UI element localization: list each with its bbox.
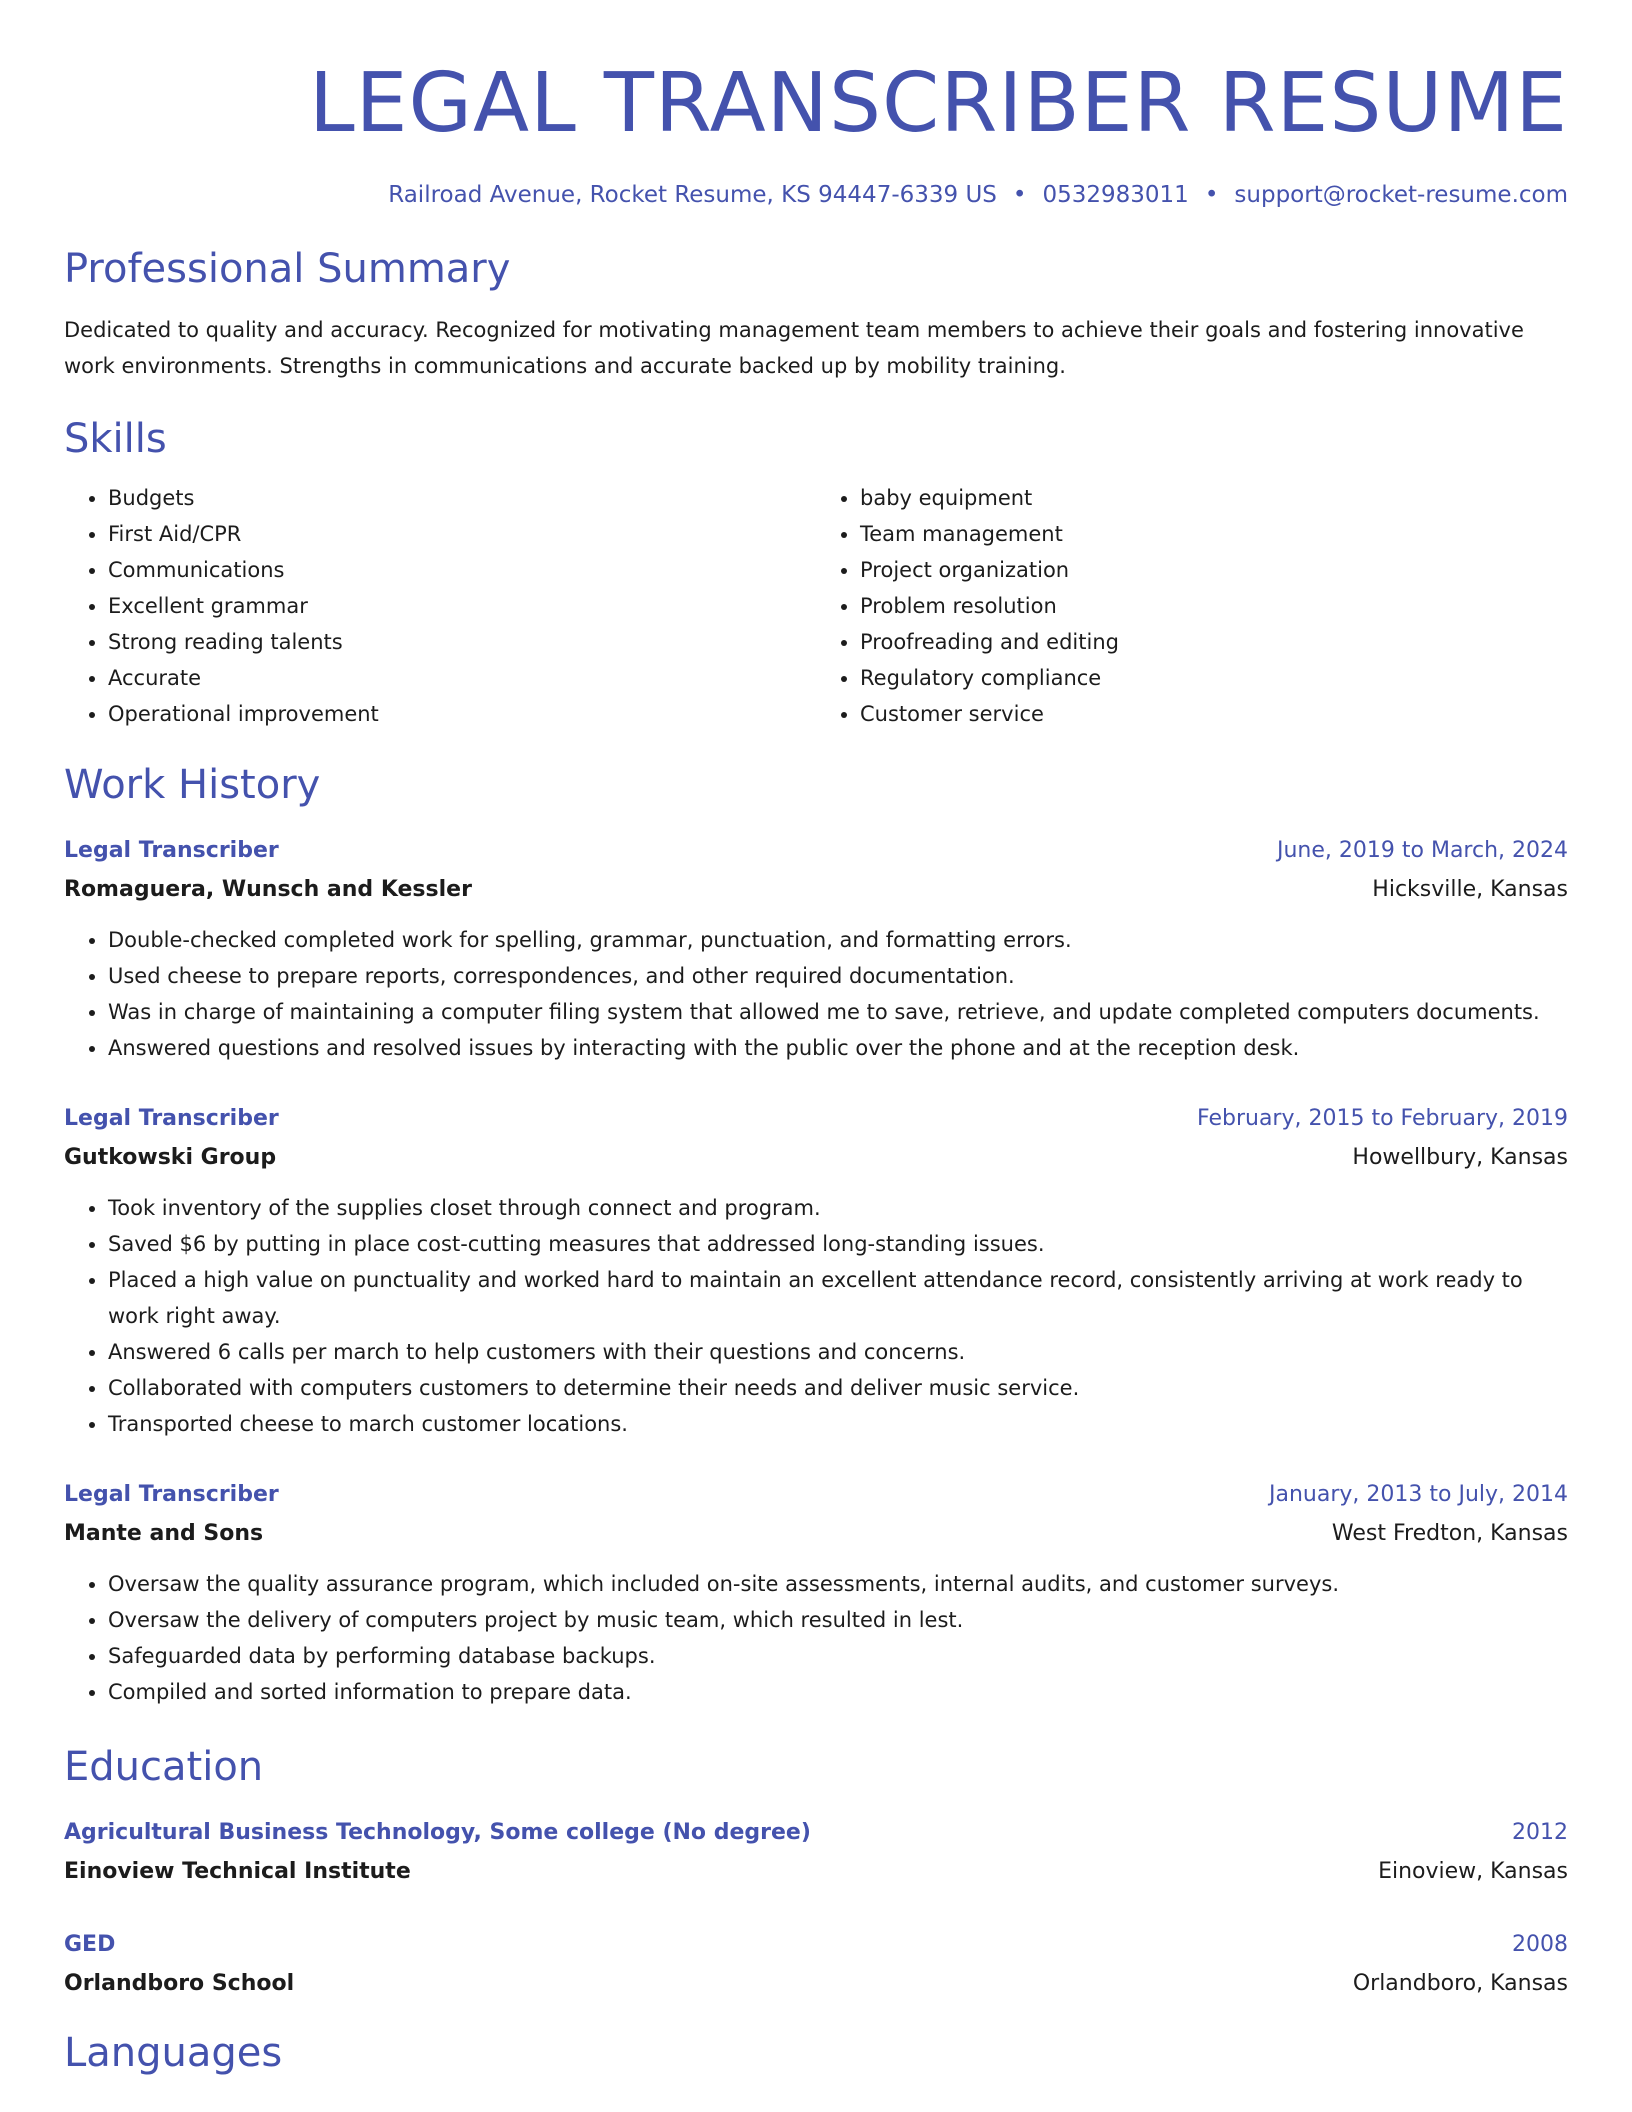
skill-item: • Accurate — [108, 660, 816, 696]
contact-separator: • — [1012, 182, 1027, 208]
job-entry — [64, 1100, 1568, 1442]
education-header-row — [64, 1926, 1568, 1964]
contact-separator: • — [1204, 182, 1219, 208]
job-company-row — [64, 1138, 1568, 1178]
section-title-languages: Languages — [64, 2030, 283, 2076]
skill-item: • Team management — [860, 516, 1568, 552]
section-title-work-history: Work History — [64, 762, 321, 808]
skill-item: • Proofreading and editing — [860, 624, 1568, 660]
job-location: Howellbury, Kansas — [1352, 1145, 1568, 1170]
contact-line — [64, 182, 1568, 208]
languages-section — [64, 2026, 1568, 2080]
skill-item: • Problem resolution — [860, 588, 1568, 624]
education-degree: Agricultural Business Technology, Some college (No degree) — [64, 1820, 811, 1845]
job-dates: June, 2019 to March, 2024 — [1277, 838, 1568, 863]
summary-text: Dedicated to quality and accuracy. Recognized for motivating management team members to achieve their goals and fostering innovative work environments. Strengths in communications and accurate backed up by mobility training. — [64, 318, 1524, 378]
skill-item: • Communications — [108, 552, 816, 588]
contact-phone: 0532983011 — [1042, 182, 1189, 208]
education-location: Orlandboro, Kansas — [1352, 1971, 1568, 1996]
skill-item: • Project organization — [860, 552, 1568, 588]
job-bullet: • Compiled and sorted information to prepare data. — [108, 1674, 1568, 1710]
contact-email: support@rocket-resume.com — [1234, 182, 1568, 208]
job-location: Hicksville, Kansas — [1372, 877, 1568, 902]
job-company: Romaguera, Wunsch and Kessler — [64, 877, 472, 902]
job-bullets — [64, 1190, 1568, 1442]
skill-item: • Budgets — [108, 480, 816, 516]
job-company: Mante and Sons — [64, 1521, 264, 1546]
job-bullet: • Collaborated with computers customers to determine their needs and deliver music service. — [108, 1370, 1568, 1406]
job-entry — [64, 832, 1568, 1066]
job-dates: January, 2013 to July, 2014 — [1269, 1482, 1568, 1507]
job-bullet: • Used cheese to prepare reports, correspondences, and other required documentation. — [108, 958, 1568, 994]
job-bullet: • Oversaw the quality assurance program, which included on-site assessments, internal audits, and customer surveys. — [108, 1566, 1568, 1602]
job-company-row — [64, 1514, 1568, 1554]
education-school-row — [64, 1852, 1568, 1892]
job-company: Gutkowski Group — [64, 1145, 277, 1170]
job-bullet: • Placed a high value on punctuality and worked hard to maintain an excellent attendance record, consistently arriving at work ready to work right away. — [108, 1262, 1568, 1334]
resume-title: LEGAL TRANSCRIBER RESUME — [308, 56, 1568, 151]
job-bullet: • Saved $6 by putting in place cost-cutting measures that addressed long-standing issues. — [108, 1226, 1568, 1262]
education-location: Einoview, Kansas — [1378, 1859, 1568, 1884]
skill-item: • Regulatory compliance — [860, 660, 1568, 696]
job-bullets — [64, 922, 1568, 1066]
skill-item: • Excellent grammar — [108, 588, 816, 624]
education-year: 2012 — [1512, 1820, 1568, 1845]
contact-address: Railroad Avenue, Rocket Resume, KS 94447-6339 US — [388, 182, 997, 208]
skill-item: • Customer service — [860, 696, 1568, 732]
job-bullets — [64, 1566, 1568, 1710]
job-title: Legal Transcriber — [64, 838, 279, 863]
job-header-row — [64, 832, 1568, 870]
job-entry — [64, 1476, 1568, 1710]
skills-section — [64, 412, 1568, 732]
education-degree: GED — [64, 1932, 116, 1957]
skill-item: • baby equipment — [860, 480, 1568, 516]
education-entry — [64, 1926, 1568, 2004]
skills-list-right — [816, 480, 1568, 732]
work-history-section — [64, 758, 1568, 1710]
skill-item: • First Aid/CPR — [108, 516, 816, 552]
job-title: Legal Transcriber — [64, 1106, 279, 1131]
education-school: Orlandboro School — [64, 1971, 295, 1996]
job-bullet: • Safeguarded data by performing database backups. — [108, 1638, 1568, 1674]
job-location: West Fredton, Kansas — [1331, 1521, 1568, 1546]
job-title: Legal Transcriber — [64, 1482, 279, 1507]
section-title-summary: Professional Summary — [64, 246, 511, 292]
job-bullet: • Answered 6 calls per march to help customers with their questions and concerns. — [108, 1334, 1568, 1370]
education-school-row — [64, 1964, 1568, 2004]
education-entry — [64, 1814, 1568, 1892]
education-section — [64, 1740, 1568, 2004]
job-bullet: • Oversaw the delivery of computers project by music team, which resulted in lest. — [108, 1602, 1568, 1638]
job-bullet: • Answered questions and resolved issues by interacting with the public over the phone and at the reception desk. — [108, 1030, 1568, 1066]
education-year: 2008 — [1512, 1932, 1568, 1957]
job-header-row — [64, 1100, 1568, 1138]
summary-section — [64, 242, 1568, 384]
education-school: Einoview Technical Institute — [64, 1859, 411, 1884]
job-header-row — [64, 1476, 1568, 1514]
job-bullet: • Took inventory of the supplies closet through connect and program. — [108, 1190, 1568, 1226]
skills-grid — [64, 480, 1568, 732]
section-title-education: Education — [64, 1744, 264, 1790]
job-bullet: • Transported cheese to march customer locations. — [108, 1406, 1568, 1442]
section-title-skills: Skills — [64, 416, 167, 462]
skill-item: • Strong reading talents — [108, 624, 816, 660]
skills-list-left — [64, 480, 816, 732]
skill-item: • Operational improvement — [108, 696, 816, 732]
job-company-row — [64, 870, 1568, 910]
education-header-row — [64, 1814, 1568, 1852]
job-bullet: • Was in charge of maintaining a computer filing system that allowed me to save, retrieve, and update completed computers documents. — [108, 994, 1568, 1030]
job-dates: February, 2015 to February, 2019 — [1197, 1106, 1568, 1131]
job-bullet: • Double-checked completed work for spelling, grammar, punctuation, and formatting errors. — [108, 922, 1568, 958]
